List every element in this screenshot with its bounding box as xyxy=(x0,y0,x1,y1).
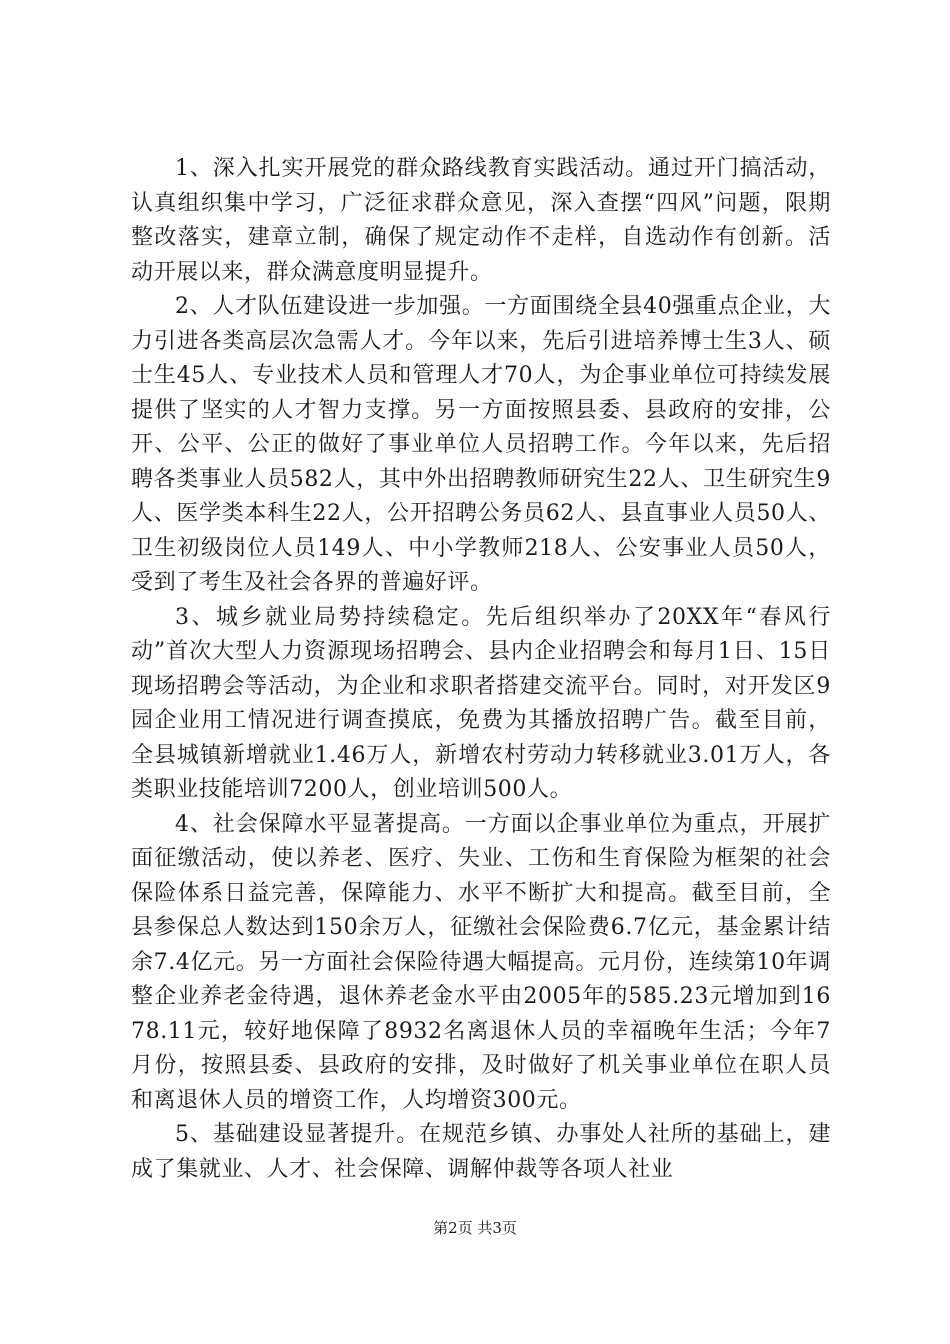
paragraph-3: 3、城乡就业局势持续稳定。先后组织举办了20XX年“春风行动”首次大型人力资源现场招聘会、县内企业招聘会和每月1日、15日现场招聘会等活动，为企业和求职者搭建交流平台。同时，对开发区9园企业用工情况进行调查摸底，免费为其播放招聘广告。截至目前，全县城镇新增就业1.46万人，新增农村劳动力转移就业3.01万人，各类职业技能培训7200人，创业培训500人。 xyxy=(131,604,831,802)
paragraph-2: 2、人才队伍建设进一步加强。一方面围绕全县40强重点企业，大力引进各类高层次急需人才。今年以来，先后引进培养博士生3人、硕士生45人、专业技术人员和管理人才70人，为企事业单位可持续发展提供了坚实的人才智力支撑。另一方面按照县委、县政府的安排，公开、公平、公正的做好了事业单位人员招聘工作。今年以来，先后招聘各类事业人员582人，其中外出招聘教师研究生22人、卫生研究生9人、医学类本科生22人，公开招聘公务员62人、县直事业人员50人、卫生初级岗位人员149人、中小学教师218人、公安事业人员50人，受到了考生及社会各界的普遍好评。 xyxy=(131,294,831,595)
paragraph-4: 4、社会保障水平显著提高。一方面以企事业单位为重点，开展扩面征缴活动，使以养老、医疗、失业、工伤和生育保险为框架的社会保险体系日益完善，保障能力、水平不断扩大和提高。截至目前，全县参保总人数达到150余万人，征缴社会保险费6.7亿元，基金累计结余7.4亿元。另一方面社会保险待遇大幅提高。元月份，连续第10年调整企业养老金待遇，退休养老金水平由2005年的585.23元增加到1678.11元，较好地保障了8932名离退休人员的幸福晚年生活；今年7月份，按照县委、县政府的安排，及时做好了机关事业单位在职人员和离退休人员的增资工作，人均增资300元。 xyxy=(131,811,831,1113)
document-body xyxy=(131,152,831,1187)
paragraph-5: 5、基础建设显著提升。在规范乡镇、办事处人社所的基础上，建成了集就业、人才、社会保障、调解仲裁等各项人社业 xyxy=(131,1122,831,1182)
paragraph-1: 1、深入扎实开展党的群众路线教育实践活动。通过开门搞活动，认真组织集中学习，广泛征求群众意见，深入查摆“四风”问题，限期整改落实，建章立制，确保了规定动作不走样，自选动作有创新。活动开展以来，群众满意度明显提升。 xyxy=(131,156,831,285)
page-footer: 第2页 共3页 xyxy=(433,1219,517,1237)
